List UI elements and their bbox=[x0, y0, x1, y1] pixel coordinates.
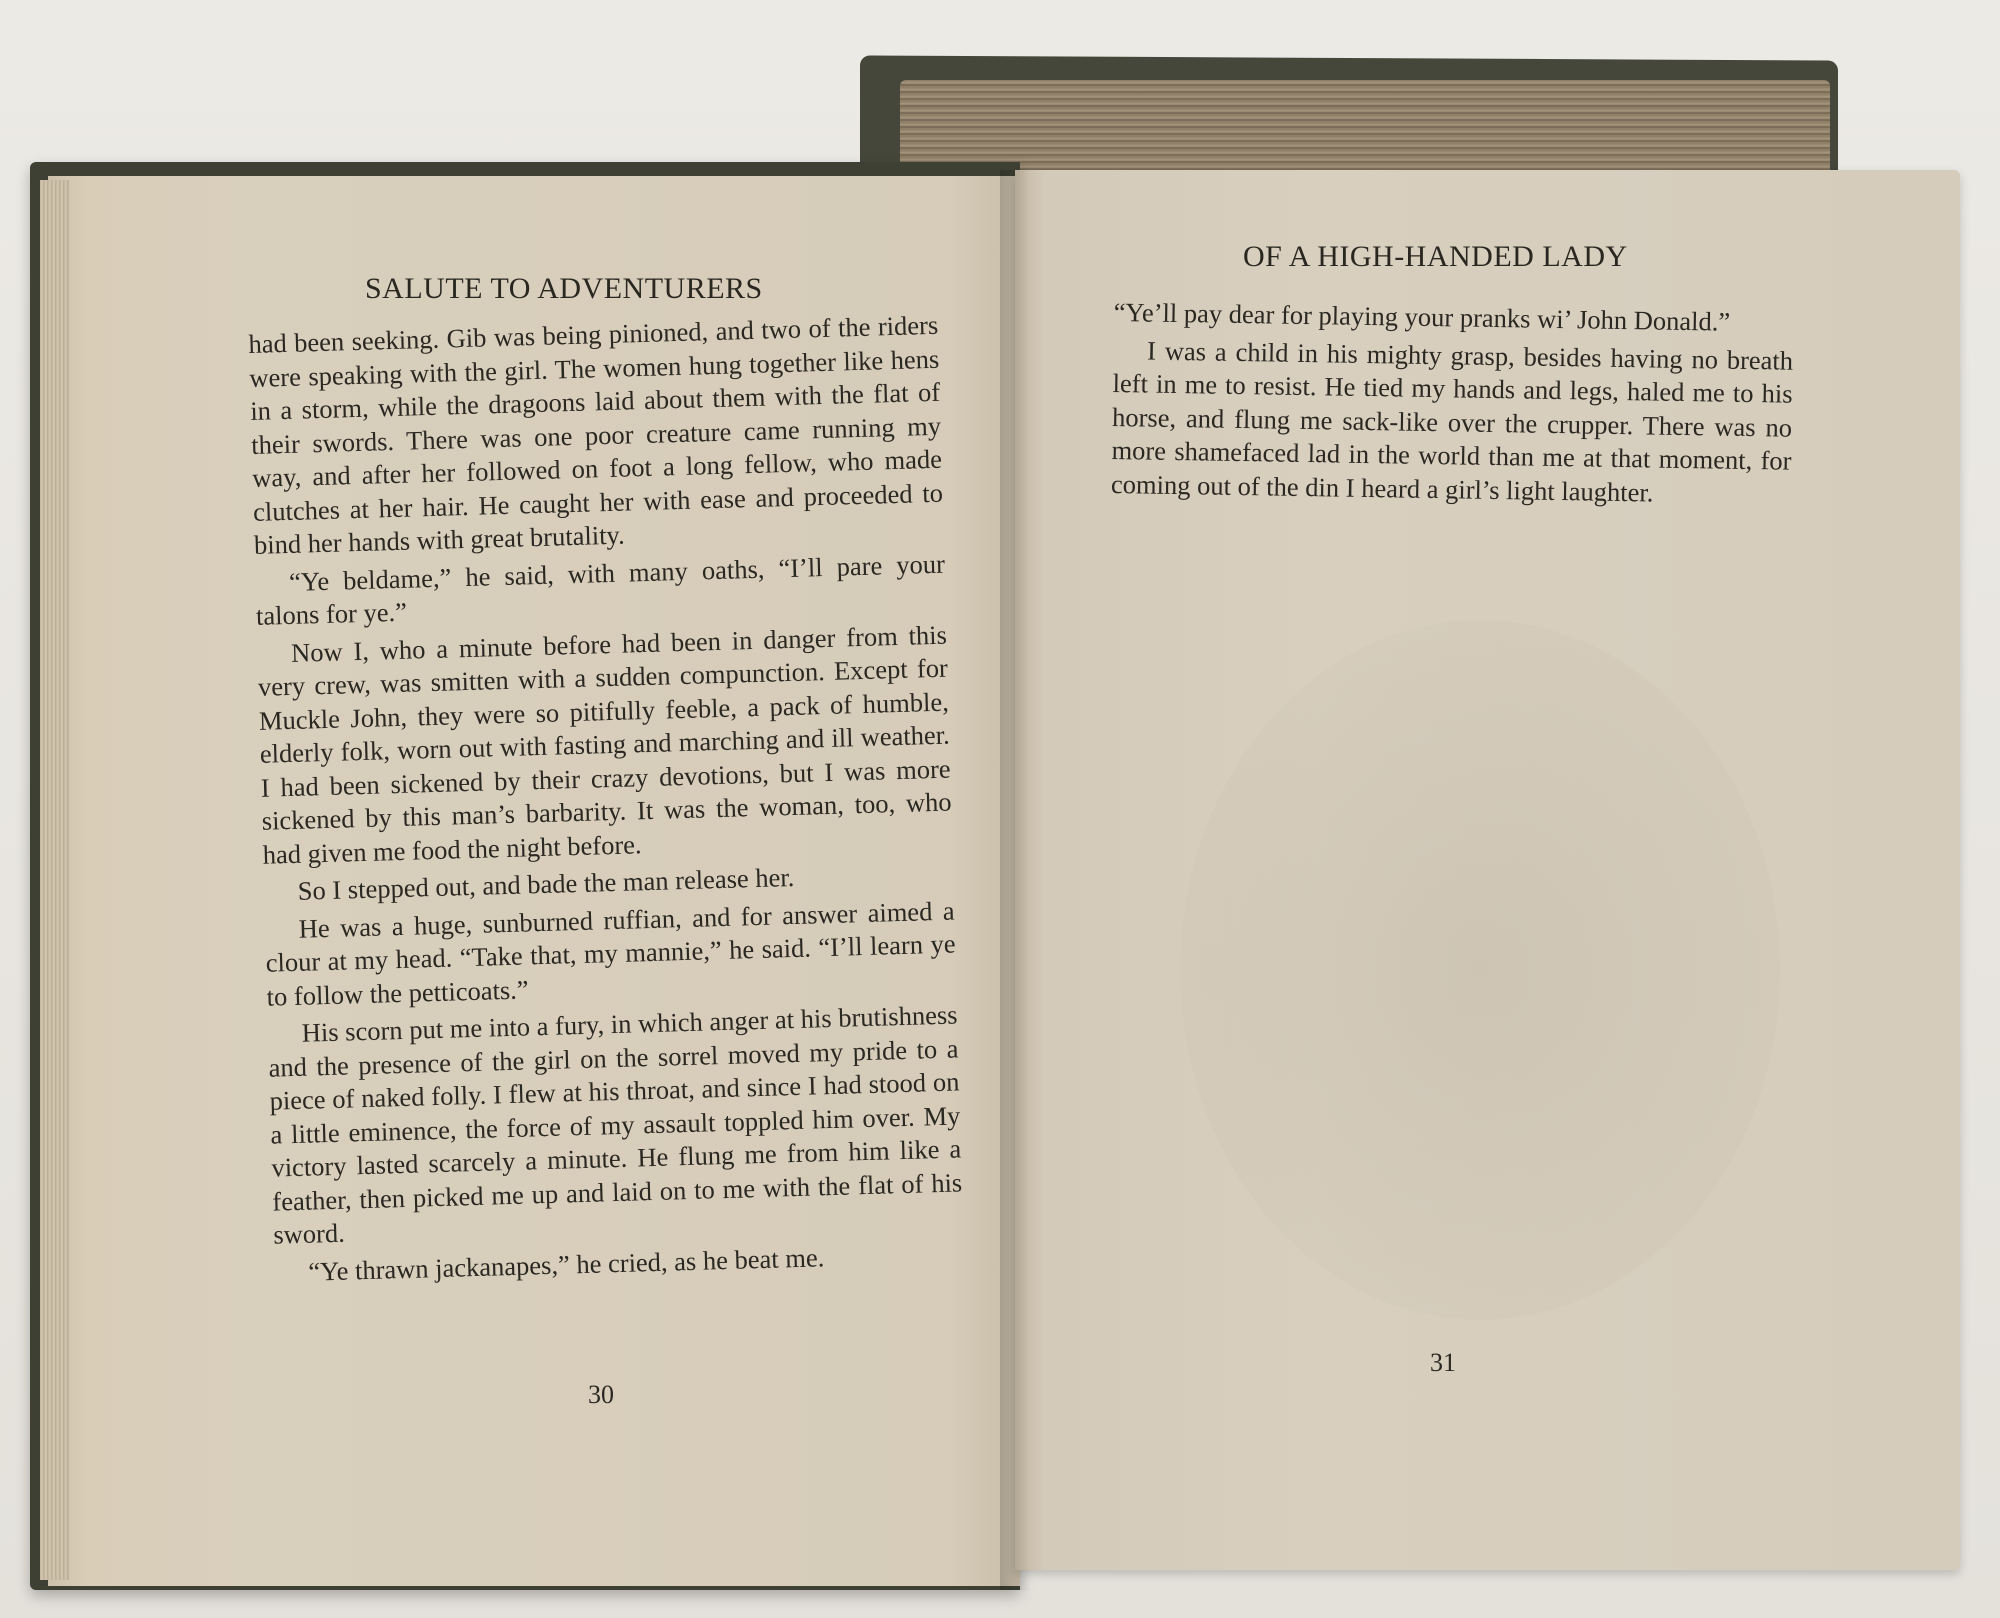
right-page-number: 31 bbox=[1430, 1348, 1456, 1377]
paragraph: He was a huge, sunburned ruffian, and for answer aimed a clour at my head. “Take that, my mannie,” he said. “I’ll learn ye to follow the petticoats.” bbox=[265, 895, 956, 1012]
right-running-head: OF A HIGH-HANDED LADY bbox=[1243, 240, 1628, 273]
paragraph: His scorn put me into a fury, in which anger at his brutishness and the presence of the girl on the sorrel moved my pride to a piece of naked folly. I flew at his throat, and since I had stood on a little eminence, the force of my assault toppled him over. My victory lasted scarcely a minute. He flung me from him like a feather, then picked me up and laid on to me with the flat of his sword. bbox=[268, 999, 963, 1250]
left-running-head: SALUTE TO ADVENTURERS bbox=[365, 272, 763, 305]
paragraph: “Ye thrawn jackanapes,” he cried, as he beat me. bbox=[307, 1241, 825, 1287]
spine-gutter bbox=[1000, 170, 1030, 1590]
left-page-edges bbox=[40, 180, 70, 1580]
paragraph: I was a child in his mighty grasp, besides having no breath left in me to resist. He tied my hands and legs, haled me to his horse, and flung me sack-like over the crupper. There was no more shamefaced lad in the world than me at that moment, for coming out of the din I heard a girl’s light laughter. bbox=[1110, 335, 1794, 507]
paragraph: had been seeking. Gib was being pinioned, and two of the riders were speaking with the girl. The women hung together like hens in a storm, while the dragoons laid about them with the flat of their swords. There was one poor creature came running my way, and after her followed on foot a long fellow, who made clutches at her hair. He caught her with ease and proceeded to bind her hands with great brutality. bbox=[248, 309, 944, 560]
page-stain bbox=[1180, 620, 1780, 1320]
paragraph: “Ye’ll pay dear for playing your pranks wi’ John Donald.” bbox=[1113, 296, 1731, 337]
right-page-text bbox=[1111, 296, 1794, 516]
paragraph: “Ye beldame,” he said, with many oaths, “I’ll pare your talons for ye.” bbox=[255, 548, 946, 631]
paragraph: Now I, who a minute before had been in danger from this very crew, was smitten with a sudden compunction. Except for Muckle John, they were so pitifully feeble, a pack of humble, elderly folk, worn out with fasting and marching and ill weather. I had been sickened by their crazy devotions, but I was more sickened by this man’s barbarity. It was the woman, too, who had given me food the night before. bbox=[257, 619, 952, 870]
left-page-text bbox=[248, 309, 965, 1294]
paragraph: So I stepped out, and bade the man release her. bbox=[297, 861, 795, 906]
left-page-number: 30 bbox=[588, 1380, 614, 1409]
